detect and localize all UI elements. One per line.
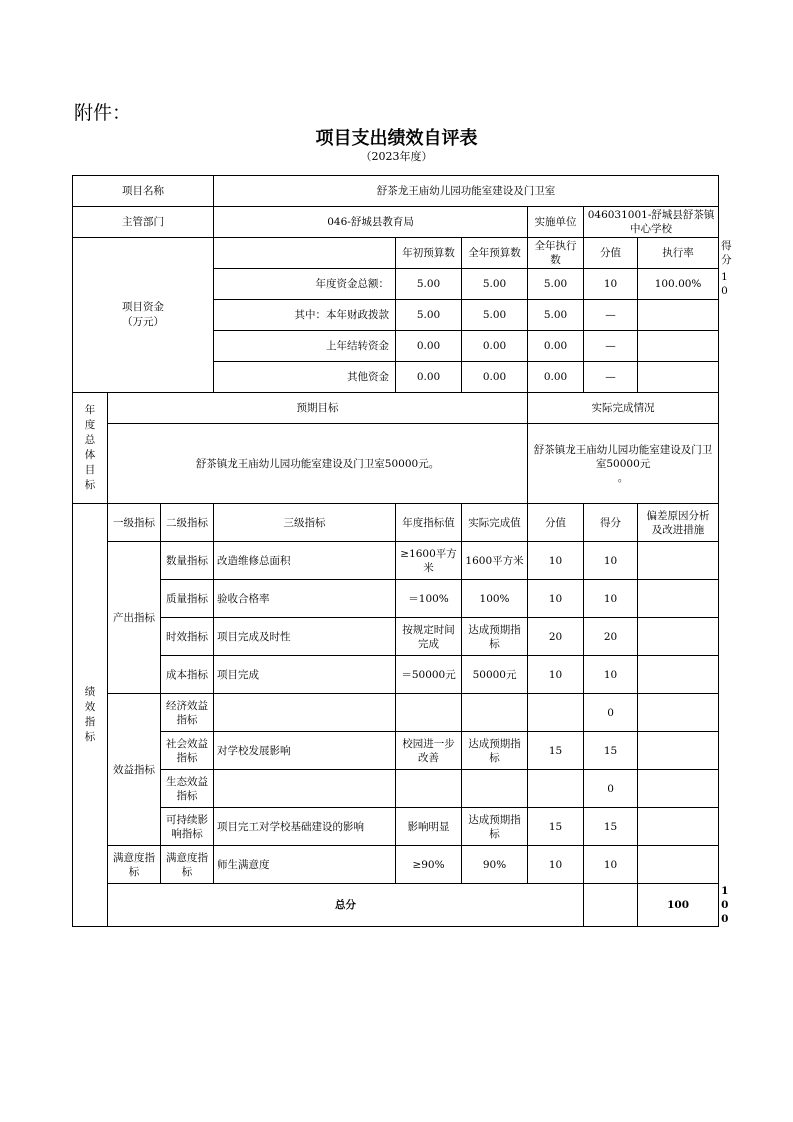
score-cell: 10 [584, 542, 638, 580]
level2-cell: 社会效益 指标 [161, 732, 214, 770]
funds-initial: 0.00 [396, 362, 462, 393]
actual-cell: 1600平方米 [462, 542, 528, 580]
actual-cell: 50000元 [462, 656, 528, 694]
level2-cell: 成本指标 [161, 656, 214, 694]
level1-output: 产出指标 [108, 542, 161, 694]
target-cell: ≥1600平方 米 [396, 542, 462, 580]
score-cell: 10 [584, 656, 638, 694]
funds-annual: 5.00 [462, 269, 528, 300]
funds-score-value: — [584, 362, 638, 393]
target-cell: 校园进一步 改善 [396, 732, 462, 770]
score-cell: 15 [584, 732, 638, 770]
funds-header: 执行率 [638, 238, 719, 269]
score-value-cell: 15 [528, 732, 584, 770]
dept-label: 主管部门 [73, 207, 214, 238]
level2-cell: 时效指标 [161, 618, 214, 656]
reason-cell [638, 580, 719, 618]
level2-cell: 数量指标 [161, 542, 214, 580]
target-cell [396, 694, 462, 732]
score-value-cell: 10 [528, 656, 584, 694]
score-value-cell: 10 [528, 580, 584, 618]
score-value-cell [528, 770, 584, 808]
target-cell: 影响明显 [396, 808, 462, 846]
page-title: 项目支出绩效自评表 [315, 128, 478, 149]
score-cell: 0 [584, 694, 638, 732]
expected-goal-header: 预期目标 [108, 393, 528, 424]
project-name-label: 项目名称 [73, 176, 214, 207]
funds-header: 年初预算数 [396, 238, 462, 269]
actual-cell: 达成预期指 标 [462, 732, 528, 770]
impl-unit-label: 实施单位 [528, 207, 584, 238]
reason-cell [638, 694, 719, 732]
reason-cell [638, 732, 719, 770]
level2-cell: 满意度指 标 [161, 846, 214, 884]
funds-annual: 0.00 [462, 362, 528, 393]
actual-cell [462, 694, 528, 732]
expected-goal-text: 舒茶镇龙王庙幼儿园功能室建设及门卫室50000元。 [108, 424, 528, 504]
impl-unit-value: 046031001-舒城县舒茶镇中心学校 [584, 207, 719, 238]
funds-score-value: — [584, 331, 638, 362]
score-value-cell [528, 694, 584, 732]
funds-row-label: 其他资金 [214, 362, 396, 393]
score-cell: 20 [584, 618, 638, 656]
actual-cell: 90% [462, 846, 528, 884]
score-cell: 10 [584, 846, 638, 884]
score-cell: 10 [584, 580, 638, 618]
actual-cell: 达成预期指 标 [462, 808, 528, 846]
funds-row-label: 其中：本年财政拨款 [214, 300, 396, 331]
level1-benefit: 效益指标 [108, 694, 161, 846]
funds-row-label: 上年结转资金 [214, 331, 396, 362]
level2-cell: 经济效益 指标 [161, 694, 214, 732]
total-score-value: 100 [638, 884, 719, 927]
target-cell: 按规定时间 完成 [396, 618, 462, 656]
funds-rate [638, 362, 719, 393]
level3-cell: 项目完成及时性 [214, 618, 396, 656]
perf-header-level1: 一级指标 [108, 504, 161, 542]
level3-cell: 项目完工对学校基础建设的影响 [214, 808, 396, 846]
perf-header-score-value: 分值 [528, 504, 584, 542]
funds-header: 分值 [584, 238, 638, 269]
funds-rate: 100.00% [638, 269, 719, 300]
funds-initial: 0.00 [396, 331, 462, 362]
reason-cell [638, 808, 719, 846]
level3-cell: 师生满意度 [214, 846, 396, 884]
performance-label: 绩 效 指 标 [73, 504, 108, 927]
level1-satisfaction: 满意度指 标 [108, 846, 161, 884]
reason-cell [638, 618, 719, 656]
reason-cell [638, 656, 719, 694]
total-label: 总分 [108, 884, 584, 927]
actual-cell: 达成预期指 标 [462, 618, 528, 656]
funds-executed: 0.00 [528, 331, 584, 362]
level3-cell: 对学校发展影响 [214, 732, 396, 770]
level2-cell: 可持续影 响指标 [161, 808, 214, 846]
score-value-cell: 10 [528, 542, 584, 580]
target-cell: ≥90% [396, 846, 462, 884]
score-value-cell: 20 [528, 618, 584, 656]
actual-cell [462, 770, 528, 808]
perf-header-level2: 二级指标 [161, 504, 214, 542]
funds-header: 全年预算数 [462, 238, 528, 269]
dept-value: 046-舒城县教育局 [214, 207, 528, 238]
score-value-cell: 15 [528, 808, 584, 846]
perf-header-score: 得分 [584, 504, 638, 542]
funds-executed: 5.00 [528, 269, 584, 300]
project-name-value: 舒茶龙王庙幼儿园功能室建设及门卫室 [214, 176, 719, 207]
funds-annual: 5.00 [462, 300, 528, 331]
funds-row-label: 年度资金总额： [214, 269, 396, 300]
attachment-label: 附件： [74, 102, 132, 124]
score-value-cell: 10 [528, 846, 584, 884]
reason-cell [638, 770, 719, 808]
actual-cell: 100% [462, 580, 528, 618]
total-blank [584, 884, 638, 927]
level2-cell: 生态效益 指标 [161, 770, 214, 808]
funds-executed: 0.00 [528, 362, 584, 393]
funds-score-value: 10 [584, 269, 638, 300]
year-subtitle: （2023年度） [360, 150, 433, 163]
level3-cell [214, 694, 396, 732]
performance-table: 项目名称 舒茶龙王庙幼儿园功能室建设及门卫室 主管部门 046-舒城县教育局 实施单位 046031001-舒城县舒茶镇中心学校 项目资金 （万元） 年初预算数 全年预算数 全年执行数 分值 执行率 得分 年度资金总额： 5.00 5.00 5.00 10 100.00% 10 其中：本年财政拨款 5.00 5.00 5.00 — 上年结转资金 0.00 0.00 0.00 — 其他资金 0.00 0.00 0.00 — 年 度 总 体 目 标 预期目标 实际完成情况 舒茶镇龙王庙幼儿园功能室建设及门卫室50000元。 舒茶镇龙王庙幼儿园功能室建设及门卫室50000元 。 绩 效 指 标 一级指标 二级指标 三级指标 年度指标值 实际完成值 分值 得分 偏差原因分析 及改进措施 产出指标 数量指标 改造维修总面积 ≥1600平方 米 1600平方米 10 10 质量指标 验收合格率 ＝100% 100% 10 10 时效指标 项目完成及时性 按规定时间 完成 达成预期指 标 20 20 成本指标 项目完成 ＝50000元 50000元 10 10 效益指标 经济效益 指标 0 社会效益 指标 对学校发展影响 校园进一步 改善 达成预期指 标 15 15 生态效益 指标 0 可持续影 响指标 项目完工对学校基础建设的影响 影响明显 达成预期指 标 15 15 满意度指 标 满意度指 标 师生满意度 ≥90% 90% 10 10 总分 100 100 [72, 175, 719, 927]
funds-initial: 5.00 [396, 300, 462, 331]
annual-goals-label: 年 度 总 体 目 标 [73, 393, 108, 504]
funds-annual: 0.00 [462, 331, 528, 362]
level3-cell: 改造维修总面积 [214, 542, 396, 580]
funds-label: 项目资金 （万元） [73, 238, 214, 393]
funds-rate [638, 300, 719, 331]
funds-initial: 5.00 [396, 269, 462, 300]
target-cell: ＝50000元 [396, 656, 462, 694]
level3-cell [214, 770, 396, 808]
score-cell: 15 [584, 808, 638, 846]
perf-header-actual: 实际完成值 [462, 504, 528, 542]
funds-header: 全年执行数 [528, 238, 584, 269]
funds-score-value: — [584, 300, 638, 331]
target-cell [396, 770, 462, 808]
actual-goal-text: 舒茶镇龙王庙幼儿园功能室建设及门卫室50000元 。 [528, 424, 719, 504]
level3-cell: 项目完成 [214, 656, 396, 694]
reason-cell [638, 542, 719, 580]
funds-executed: 5.00 [528, 300, 584, 331]
level2-cell: 质量指标 [161, 580, 214, 618]
target-cell: ＝100% [396, 580, 462, 618]
reason-cell [638, 846, 719, 884]
score-cell: 0 [584, 770, 638, 808]
funds-rate [638, 331, 719, 362]
funds-header-blank [214, 238, 396, 269]
level3-cell: 验收合格率 [214, 580, 396, 618]
perf-header-target: 年度指标值 [396, 504, 462, 542]
perf-header-reason: 偏差原因分析 及改进措施 [638, 504, 719, 542]
actual-goal-header: 实际完成情况 [528, 393, 719, 424]
perf-header-level3: 三级指标 [214, 504, 396, 542]
